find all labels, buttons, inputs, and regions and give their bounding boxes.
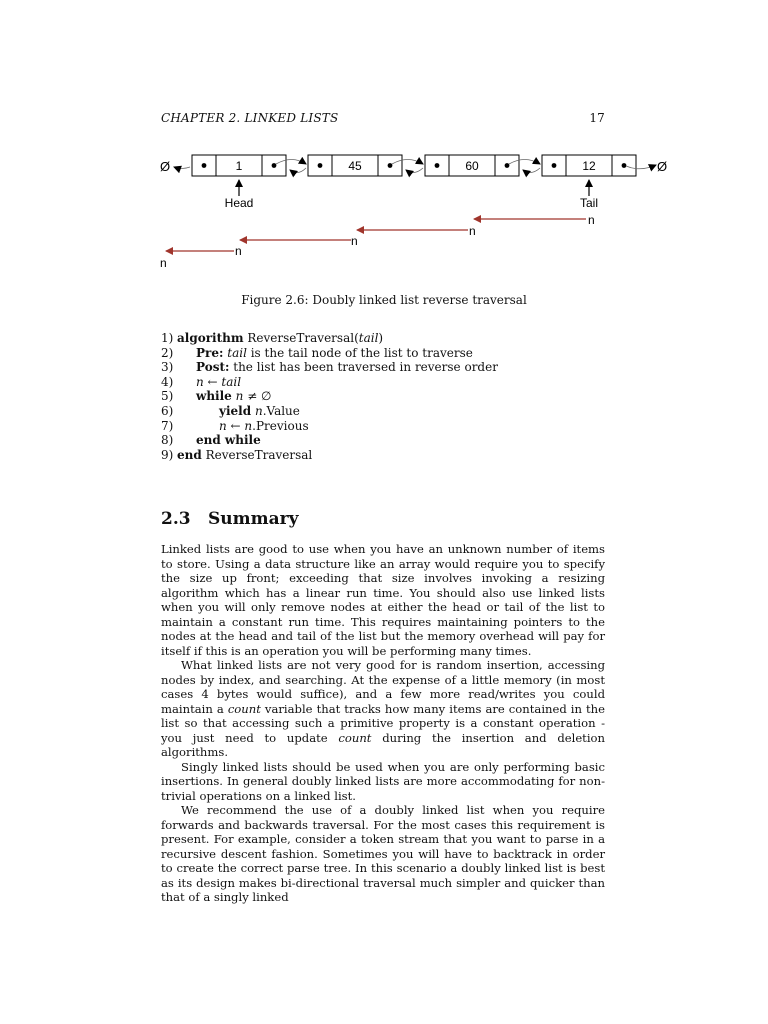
variable: n bbox=[219, 418, 227, 433]
line-code bbox=[219, 419, 309, 434]
node-value: 45 bbox=[348, 159, 362, 173]
line-number: 2) bbox=[161, 345, 174, 360]
line-number: 4) bbox=[161, 374, 174, 389]
paragraph bbox=[161, 760, 605, 804]
algorithm-line bbox=[161, 389, 605, 404]
paragraph bbox=[161, 803, 605, 905]
section-number: 2.3 bbox=[161, 509, 191, 529]
line-number: 7) bbox=[161, 418, 174, 433]
line-code bbox=[196, 360, 498, 375]
prev-link bbox=[523, 168, 540, 173]
line-code bbox=[196, 375, 241, 390]
next-pointer-dot bbox=[505, 163, 510, 168]
line-number: 1) bbox=[161, 331, 174, 345]
running-header bbox=[161, 111, 605, 125]
text-run: variable that tracks how many items are contained in the list so that accessing such a primitive property is a constant operation - you just need to update bbox=[161, 701, 605, 745]
line-number: 5) bbox=[161, 389, 174, 404]
prev-pointer-dot bbox=[202, 163, 207, 168]
text-run: ≠ ∅ bbox=[243, 389, 272, 404]
variable: count bbox=[338, 730, 372, 745]
text-run: .Value bbox=[262, 403, 300, 418]
prev-link-null bbox=[174, 167, 190, 169]
tail-label: Tail bbox=[579, 196, 599, 210]
traversal-label: n bbox=[588, 213, 595, 227]
next-pointer-dot bbox=[622, 163, 627, 168]
line-code bbox=[177, 331, 383, 346]
text-run: What linked lists are not very good for is random insertion, accessing nodes by index, and searching. At the expense of a little memory (in most cases 4 bytes would suffice), and a few more read/writes you could maintain a bbox=[161, 658, 605, 716]
variable: n bbox=[196, 374, 204, 389]
head-label: Head bbox=[224, 196, 254, 210]
node-value: 12 bbox=[582, 159, 596, 173]
algorithm-line bbox=[161, 360, 605, 375]
prev-pointer-dot bbox=[552, 163, 557, 168]
variable: n bbox=[235, 389, 244, 404]
keyword: end bbox=[177, 447, 202, 462]
line-code bbox=[177, 448, 312, 463]
line-code bbox=[196, 346, 473, 361]
keyword: yield bbox=[219, 403, 252, 418]
text-run: is the tail node of the list to traverse bbox=[246, 345, 473, 360]
algorithm-listing bbox=[161, 331, 605, 462]
keyword: Pre: bbox=[196, 345, 224, 360]
text-run: .Previous bbox=[252, 418, 309, 433]
algorithm-line bbox=[161, 419, 605, 434]
algorithm-line bbox=[161, 331, 605, 346]
section-title: Summary bbox=[208, 509, 299, 529]
text-run: ) bbox=[378, 331, 384, 345]
node-value: 60 bbox=[465, 159, 479, 173]
traversal-label: n bbox=[469, 224, 476, 238]
line-number: 8) bbox=[161, 433, 174, 448]
variable: tail bbox=[221, 374, 242, 389]
line-code bbox=[219, 404, 300, 419]
summary-body bbox=[161, 542, 605, 905]
algorithm-line bbox=[161, 448, 605, 463]
text-run: ← bbox=[203, 374, 222, 389]
prev-pointer-dot bbox=[318, 163, 323, 168]
text-run: We recommend the use of a doubly linked list when you require forwards and backwards traversal. For the most cases this requirement is present. For example, consider a token stream that you want to parse in a recursive descent fashion. Sometimes you will have to backtrack in order to create the correct parse tree. In this scenario a doubly linked list is best as its design makes bi-directional traversal much simpler and quicker than that of a singly linked bbox=[161, 803, 605, 904]
text-run: ReverseTraversal bbox=[201, 447, 313, 462]
traversal-label: n bbox=[160, 256, 167, 270]
node-value: 1 bbox=[235, 159, 243, 173]
list-node-1 bbox=[192, 155, 286, 176]
text-run: Singly linked lists should be used when you are only performing basic insertions. In general doubly linked lists are more accommodating for non-trivial operations on a linked list. bbox=[161, 759, 605, 803]
text-run: ← bbox=[226, 418, 245, 433]
list-node-60 bbox=[425, 155, 519, 176]
keyword: while bbox=[196, 389, 232, 404]
keyword: Post: bbox=[196, 360, 230, 375]
section-heading bbox=[161, 509, 605, 529]
paragraph bbox=[161, 542, 605, 658]
prev-link bbox=[406, 168, 423, 173]
traversal-steps bbox=[160, 213, 595, 270]
line-number: 3) bbox=[161, 360, 174, 375]
variable: n bbox=[244, 418, 253, 433]
variable: count bbox=[227, 701, 261, 716]
text-run: ReverseTraversal( bbox=[243, 331, 359, 345]
traversal-label: n bbox=[351, 234, 358, 248]
paragraph bbox=[161, 658, 605, 760]
list-node-12 bbox=[542, 155, 636, 176]
text-run: the list has been traversed in reverse order bbox=[229, 360, 498, 375]
algorithm-line bbox=[161, 346, 605, 361]
prev-pointer-dot bbox=[435, 163, 440, 168]
variable: n bbox=[254, 403, 263, 418]
line-number: 6) bbox=[161, 403, 174, 418]
algorithm-line bbox=[161, 404, 605, 419]
list-node-45 bbox=[308, 155, 402, 176]
text-run: during the insertion and deletion algorithms. bbox=[161, 730, 605, 759]
algorithm-line bbox=[161, 433, 605, 448]
figure-caption: Figure 2.6: Doubly linked list reverse traversal bbox=[241, 293, 527, 307]
null-symbol-right: Ø bbox=[657, 159, 668, 174]
line-code bbox=[196, 389, 272, 404]
page-number: 17 bbox=[589, 111, 605, 125]
algorithm-line bbox=[161, 375, 605, 390]
line-number: 9) bbox=[161, 447, 174, 462]
chapter-title: CHAPTER 2. LINKED LISTS bbox=[161, 111, 339, 125]
null-symbol-left: Ø bbox=[160, 159, 171, 174]
prev-link bbox=[290, 168, 306, 173]
text-run: Linked lists are good to use when you have an unknown number of items to store. Using a data structure like an array would require you to specify the size up front; exceeding that size involves invoking a resizing algorithm which has a linear run time. You should also use linked lists when you will only remove nodes at either the head or tail of the list to maintain a constant run time. This requires maintaining pointers to the nodes at the head and tail of the list but the memory overhead will pay for itself if this is an operation you will be performing many times. bbox=[161, 542, 605, 658]
doubly-linked-list-diagram bbox=[0, 140, 768, 270]
traversal-label: n bbox=[235, 244, 242, 258]
variable: tail bbox=[227, 345, 247, 360]
variable: tail bbox=[358, 331, 379, 345]
next-pointer-dot bbox=[272, 163, 277, 168]
keyword: algorithm bbox=[177, 331, 244, 345]
line-code bbox=[196, 433, 261, 448]
keyword: end while bbox=[196, 433, 261, 448]
next-pointer-dot bbox=[388, 163, 393, 168]
